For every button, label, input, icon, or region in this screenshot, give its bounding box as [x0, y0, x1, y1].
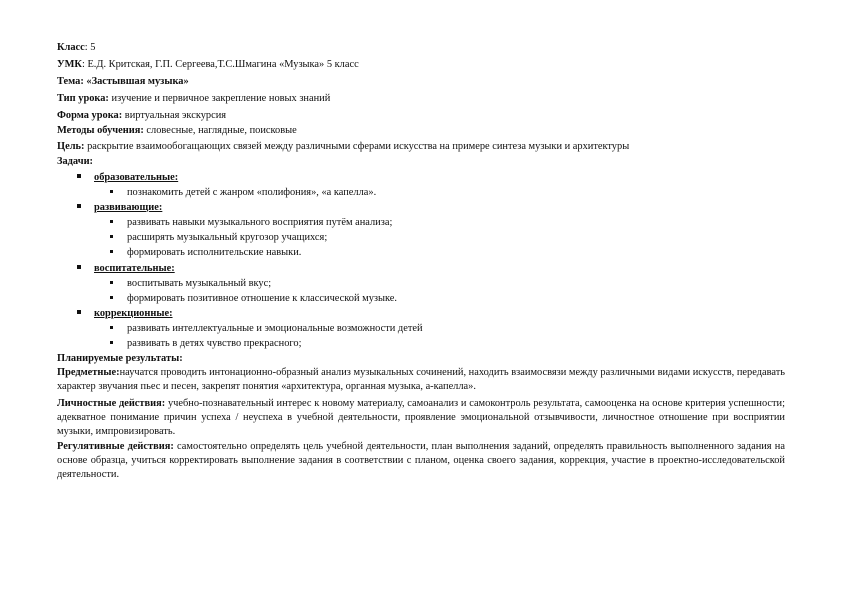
lesson-type-label: Тип урока:	[57, 93, 109, 104]
class-line	[57, 41, 95, 54]
task-group-educational	[77, 171, 178, 184]
results-heading	[57, 352, 183, 365]
list-item-text: формировать исполнительские навыки.	[127, 247, 302, 258]
list-item	[110, 292, 397, 305]
results-label: Планируемые результаты:	[57, 353, 183, 364]
methods-line	[57, 124, 297, 137]
task-group-label: развивающие:	[94, 202, 163, 213]
square-bullet-icon	[77, 310, 81, 314]
task-group-developmental	[77, 201, 162, 214]
lesson-form-label: Форма урока:	[57, 110, 123, 121]
bullet-icon	[110, 341, 113, 344]
task-group-label: коррекционные:	[94, 308, 173, 319]
lesson-type-line	[57, 92, 330, 105]
personal-text: учебно-познавательный интерес к новому материалу, самоанализ и самоконтроль результата, самооценка на основе критерия успешности; адекватное понимание причин успеха / неуспеха в учебной деятельности, проявление эмоциональной отзывчивости, личностное отношение при восприятии музыки, импровизировать.	[57, 398, 786, 437]
list-item	[110, 246, 301, 259]
list-item	[110, 231, 327, 244]
square-bullet-icon	[77, 174, 81, 178]
list-item	[110, 186, 376, 199]
list-item-text: расширять музыкальный кругозор учащихся;	[127, 232, 328, 243]
list-item-text: развивать в детях чувство прекрасного;	[127, 338, 302, 349]
square-bullet-icon	[77, 204, 81, 208]
topic-line	[57, 75, 189, 88]
list-item	[110, 277, 271, 290]
bullet-icon	[110, 296, 113, 299]
subject-results-paragraph	[57, 366, 785, 394]
lesson-form-value: виртуальная экскурсия	[122, 110, 227, 121]
regulatory-text: самостоятельно определять цель учебной деятельности, план выполнения заданий, определять правильность выполненного задания на основе образца, учиться корректировать выполнение задания в соответствии с планом, оценка своего задания, коррекция, участие в проектно-исследовательской деятельности.	[57, 441, 785, 480]
tasks-label: Задачи:	[57, 156, 94, 167]
list-item-text: воспитывать музыкальный вкус;	[127, 278, 272, 289]
goal-line	[57, 140, 629, 153]
goal-value: раскрытие взаимообогащающих связей между различными сферами искусства на примере синтеза музыки и архитектуры	[84, 141, 630, 152]
list-item-text: развивать интеллектуальные и эмоциональные возможности детей	[127, 323, 423, 334]
list-item	[110, 216, 392, 229]
bullet-icon	[110, 190, 113, 193]
class-label: Класс	[57, 42, 85, 53]
umk-line	[57, 58, 359, 71]
bullet-icon	[110, 326, 113, 329]
task-group-label: образовательные:	[94, 172, 179, 183]
lesson-form-line	[57, 109, 226, 122]
task-group-upbringing	[77, 262, 175, 275]
list-item	[110, 337, 301, 350]
list-item-text: формировать позитивное отношение к классической музыке.	[127, 293, 398, 304]
class-value: : 5	[84, 42, 96, 53]
topic-label: Тема: «Застывшая музыка»	[57, 76, 189, 87]
subject-label: Предметные:	[57, 367, 120, 378]
personal-results-paragraph	[57, 397, 785, 439]
task-group-correctional	[77, 307, 173, 320]
list-item	[110, 322, 423, 335]
regulatory-results-paragraph	[57, 440, 785, 482]
bullet-icon	[110, 220, 113, 223]
personal-label: Личностные действия:	[57, 398, 166, 409]
list-item-text: познакомить детей с жанром «полифония», «а капелла».	[127, 187, 377, 198]
list-item-text: развивать навыки музыкального восприятия путём анализа;	[127, 217, 393, 228]
methods-value: словесные, наглядные, поисковые	[143, 125, 297, 136]
subject-text: научатся проводить интонационно-образный анализ музыкальных сочинений, находить взаимосвязи между различными видами искусств, передавать характер звучания пьес и песен, закрепят понятия «архитектура, органная музыка, а-капелла».	[57, 367, 785, 392]
tasks-heading	[57, 155, 93, 168]
bullet-icon	[110, 250, 113, 253]
umk-value: : Е.Д. Критская, Г.П. Сергеева,Т.С.Шмагина «Музыка» 5 класс	[81, 59, 359, 70]
lesson-type-value: изучение и первичное закрепление новых знаний	[108, 93, 331, 104]
bullet-icon	[110, 281, 113, 284]
regulatory-label: Регулятивные действия:	[57, 441, 174, 452]
umk-label: УМК	[57, 59, 82, 70]
square-bullet-icon	[77, 265, 81, 269]
bullet-icon	[110, 235, 113, 238]
goal-label: Цель:	[57, 141, 85, 152]
methods-label: Методы обучения:	[57, 125, 144, 136]
task-group-label: воспитательные:	[94, 263, 175, 274]
